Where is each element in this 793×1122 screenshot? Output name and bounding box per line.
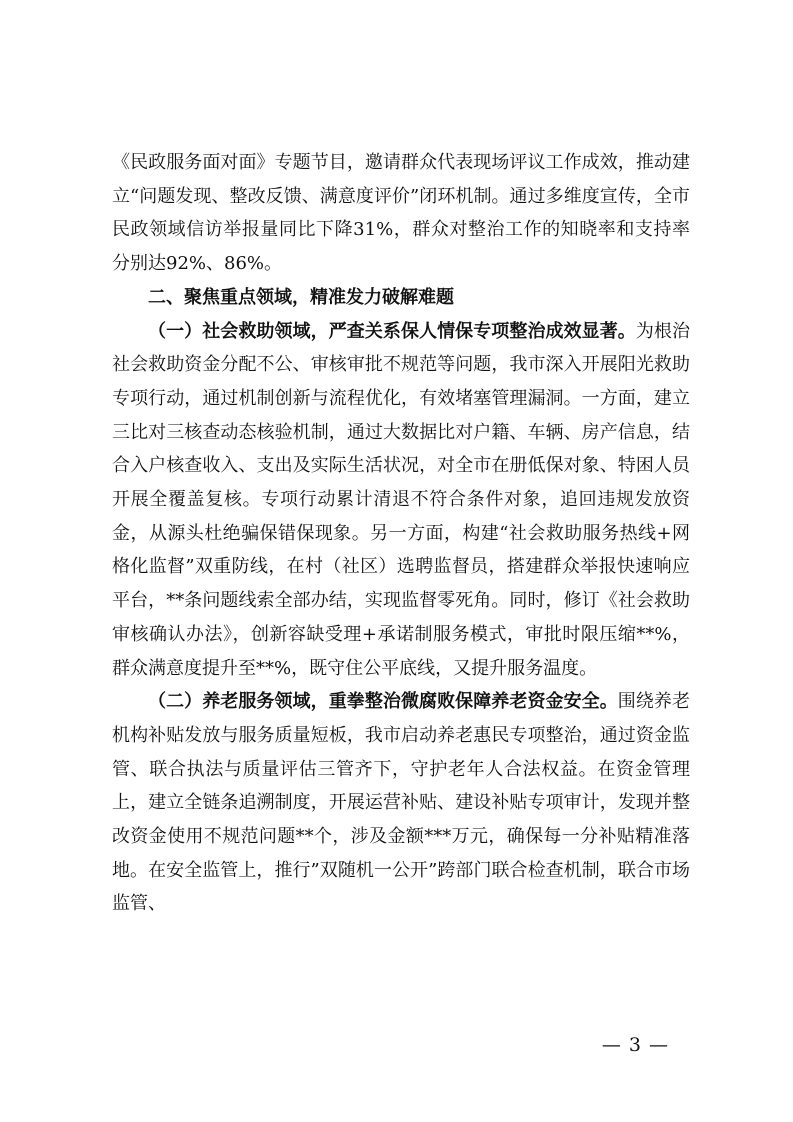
page-number: — 3 — <box>601 1034 669 1056</box>
paragraph-continuation: 《民政服务面对面》专题节目，邀请群众代表现场评议工作成效，推动建立“问题发现、整改反馈、满意度评价”闭环机制。通过多维度宣传，全市民政领域信访举报量同比下降31%，群众对整治工作的知晓率和支持率分别达92%、86%。 <box>112 152 690 275</box>
paragraph-body-social-assistance: 为根治社会救助资金分配不公、审核审批不规范等问题，我市深入开展阳光救助专项行动，通过机制创新与流程优化，有效堵塞管理漏洞。一方面，建立三比对三核查动态核验机制，通过大数据比对户籍、车辆、房产信息，结合入户核查收入、支出及实际生活状况，对全市在册低保对象、特困人员开展全覆盖复核。专项行动累计清退不符合条件对象，追回违规发放资金，从源头杜绝骗保错保现象。另一方面，构建“社会救助服务热线+网格化监督”双重防线，在村（社区）选聘监督员，搭建群众举报快速响应平台，**条问题线索全部办结，实现监督零死角。同时，修订《社会救助审核确认办法》，创新容缺受理+承诺制服务模式，审批时限压缩**%，群众满意度提升至**%，既守住公平底线，又提升服务温度。 <box>112 320 690 679</box>
subsection-lead-elderly-care: （二）养老服务领域，重拳整治微腐败保障养老资金安全。 <box>148 691 618 713</box>
paragraph-body-elderly-care: 围绕养老机构补贴发放与服务质量短板，我市启动养老惠民专项整治，通过资金监管、联合执法与质量评估三管齐下，守护老年人合法权益。在资金管理上，建立全链条追溯制度，开展运营补贴、建设补贴专项审计，发现并整改资金使用不规范问题**个，涉及金额***万元，确保每一分补贴精准落地。在安全监管上，推行”双随机一公开”跨部门联合检查机制，联合市场监管、 <box>112 691 691 915</box>
paragraph-social-assistance <box>112 315 690 686</box>
document-body <box>112 146 690 921</box>
subsection-lead-social-assistance: （一）社会救助领域，严查关系保人情保专项整治成效显著。 <box>148 320 636 342</box>
paragraph-elderly-care <box>112 685 690 921</box>
section-heading: 二、聚焦重点领域，精准发力破解难题 <box>148 286 454 308</box>
